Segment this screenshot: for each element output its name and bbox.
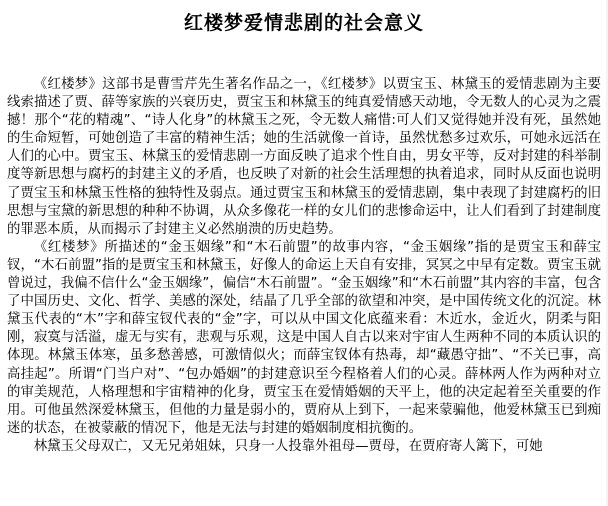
paragraph-2: 《红楼梦》所描述的“金玉姻缘”和“木石前盟”的故事内容，“金玉姻缘”指的是贾宝玉和薛宝钗，“木石前盟”指的是贾宝玉和林黛玉，好像人的命运上天自有安排，冥冥之中早有定数。贾宝玉就曾说过，我偏不信什么“金玉姻缘”，偏信“木石前盟”。“金玉姻缘”和“木石前盟”其内容的丰富，包含了中国历史、文化、哲学、美感的深处，结晶了几乎全部的欲望和冲突，是中国传统文化的沉淀。林黛玉代表的“木”字和薛宝钗代表的“金”字，可以从中国文化底蕴来看：木近水，金近火，阴柔与阳刚，寂寞与活溢，虚无与实有，悲观与乐观，这是中国人自古以来对宇宙人生两种不同的本质认识的体现。林黛玉体寒，虽多愁善感，可激情似火；而薛宝钗体有热毒，却“藏愚守拙”、“不关已事，高高挂起”。所谓“门当户对”、“包办婚姻”的封建意识至今程格着人们的心灵。薛林两人作为两种对立的审美规范，人格理想和宇宙精神的化身，贾宝玉在爱情婚姻的天平上，他的决定起着至关重要的作用。可他虽然深爱林黛玉，但他的力量是弱小的，贾府从上到下，一起来蒙骗他，他爱林黛玉已到痴迷的状态，在被蒙蔽的情况下，他是无法与封建的婚姻制度相抗衡的。 — [7, 239, 601, 436]
paragraph-1: 《红楼梦》这部书是曹雪芹先生著名作品之一，《红楼梦》以贾宝玉、林黛玉的爱情悲剧为主要线索描述了贾、薛等家族的兴衰历史，贾宝玉和林黛玉的纯真爱情感天动地，令无数人的心灵为之震撼！那个“花的精魂”、“诗人化身”的林黛玉之死，令无数人痛惜:可人们又觉得她并没有死，虽然她的生命短暂，可她创造了丰富的精神生活；她的生活就像一首诗，虽然忧愁多过欢乐，可她永远活在人们的心中。贾宝玉、林黛玉的爱情悲剧一方面反映了追求个性自由，男女平等，反对封建的科举制度等新思想与腐朽的封建主义的矛盾，也反映了对新的社会生活理想的执着追求，同时从反面也说明了贾宝玉和林黛玉性格的独特性及弱点。通过贾宝玉和林黛玉的爱情悲剧，集中表现了封建腐朽的旧思想与宝黛的新思想的种种不协调，从众多像花一样的女儿们的悲惨命运中，让人们看到了封建制度的罪恶本质，从而揭示了封建主义必然崩溃的历史趋势。 — [7, 77, 601, 237]
article-body — [7, 76, 601, 456]
page-title: 红楼梦爱情悲剧的社会意义 — [183, 12, 424, 34]
paragraph-3: 林黛玉父母双亡，又无兄弟姐妹，只身一人投靠外祖母—贾母，在贾府寄人篱下，可她 — [33, 438, 543, 454]
